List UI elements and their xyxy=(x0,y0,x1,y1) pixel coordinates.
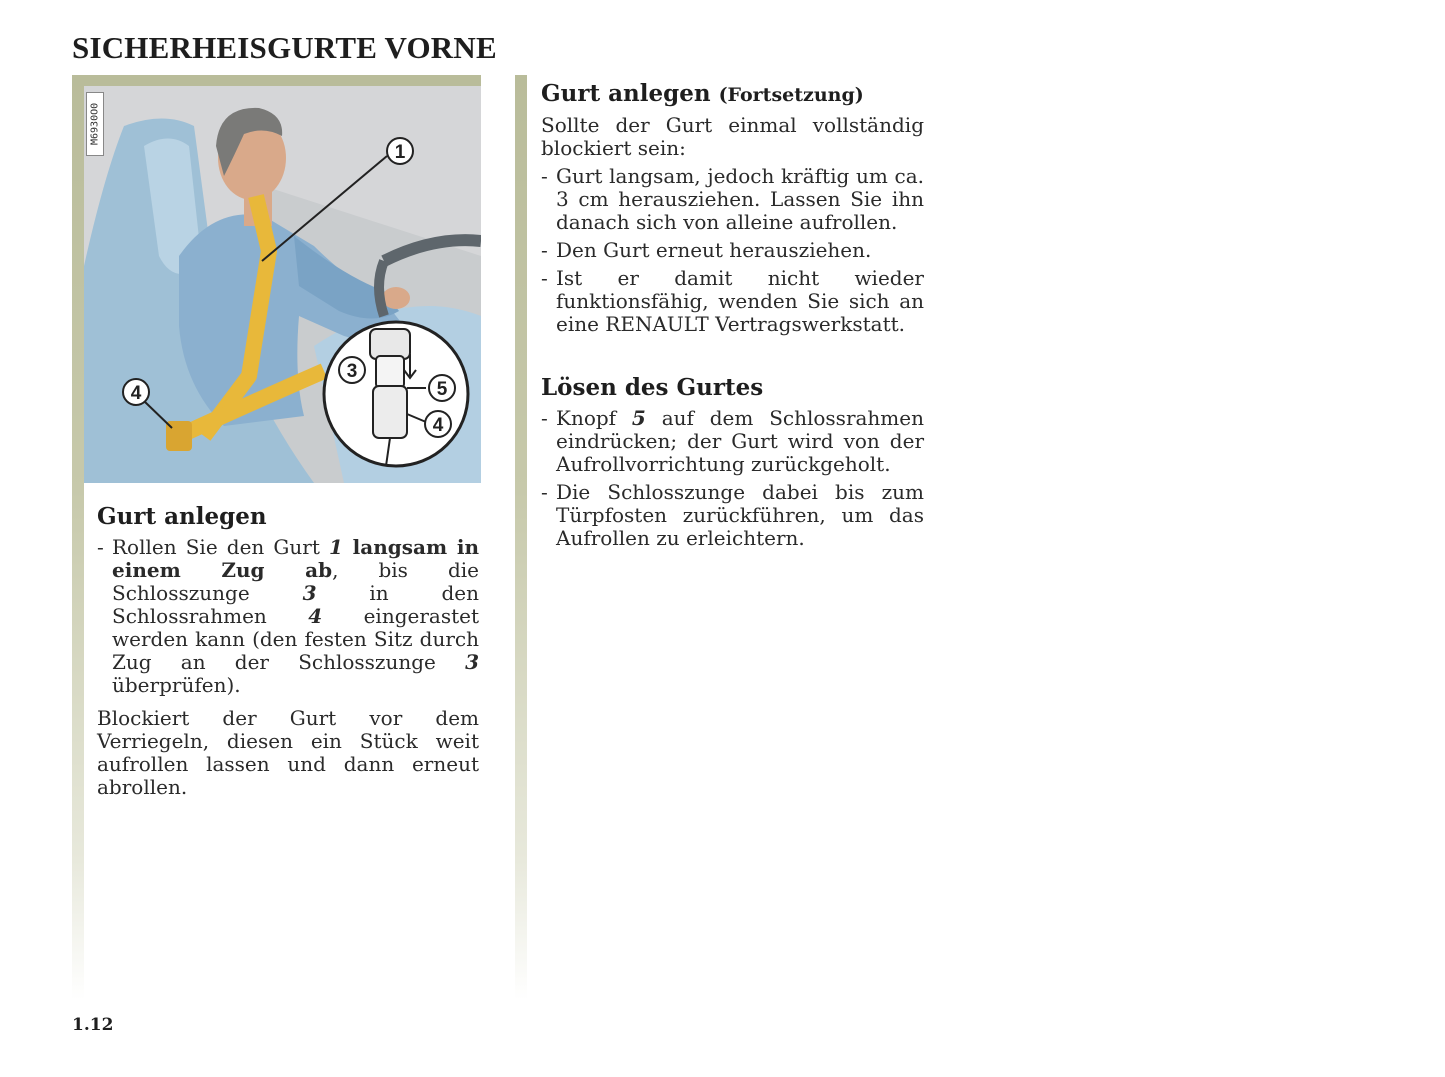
steering-wheel-rim xyxy=(379,261,384,316)
callout-3-label: 3 xyxy=(346,361,358,382)
left-heading: Gurt anlegen xyxy=(97,503,267,530)
callout-1 xyxy=(387,138,413,164)
column-divider-bar xyxy=(515,75,527,1000)
seatbelt-illustration xyxy=(84,86,481,483)
callout-4-left-label: 4 xyxy=(130,383,142,404)
callout-1-label: 1 xyxy=(394,142,406,163)
list-item: - Gurt langsam, jedoch kräftig um ca. 3 cm herausziehen. Lassen Sie ihn danach sich von alleine aufrollen. xyxy=(541,165,924,234)
tongue-latch xyxy=(370,329,410,359)
right-heading-2: Lösen des Gurtes xyxy=(541,374,764,401)
right-column xyxy=(541,80,924,555)
buckle-frame xyxy=(373,386,407,438)
list-item: - Die Schlosszunge dabei bis zum Türpfosten zurückführen, um das Aufrollen zu erleichtern. xyxy=(541,481,924,550)
list-item: - Knopf 5 auf dem Schlossrahmen eindrücken; der Gurt wird von der Aufrollvorrichtung zurückgeholt. xyxy=(541,407,924,476)
list-item: - Ist er damit nicht wieder funktionsfähig, wenden Sie sich an eine RENAULT Vertragswerkstatt. xyxy=(541,267,924,336)
page-number: 1.12 xyxy=(72,1015,114,1035)
left-column xyxy=(97,503,479,799)
callout-4-right-label: 4 xyxy=(432,415,444,436)
buckle-tongue xyxy=(376,356,404,388)
callout-4-right xyxy=(425,411,451,437)
page-title: SICHERHEISGURTE VORNE xyxy=(72,30,497,65)
right-intro: Sollte der Gurt einmal vollständig blockiert sein: xyxy=(541,113,924,160)
right-heading-1: Gurt anlegen (Fortsetzung) xyxy=(541,80,864,107)
callout-3 xyxy=(339,357,365,383)
callout-4-left xyxy=(123,379,149,405)
left-margin-bar xyxy=(72,75,84,1000)
seatbelt-illustration-svg xyxy=(84,86,481,483)
callout-5 xyxy=(429,375,455,401)
figure-code: M6930O0 xyxy=(86,92,104,156)
left-paragraph: Blockiert der Gurt vor dem Verriegeln, diesen ein Stück weit aufrollen lassen und dann erneut abrollen. xyxy=(97,706,479,799)
figure-top-rule xyxy=(72,75,481,86)
callout-5-label: 5 xyxy=(436,379,448,400)
list-item: - Rollen Sie den Gurt 1 langsam in einem Zug ab, bis die Schlosszunge 3 in den Schlossrahmen 4 eingerastet werden kann (den festen Sitz durch Zug an der Schlosszunge 3 überprüfen). xyxy=(97,536,479,697)
list-item: - Den Gurt erneut herausziehen. xyxy=(541,239,924,262)
